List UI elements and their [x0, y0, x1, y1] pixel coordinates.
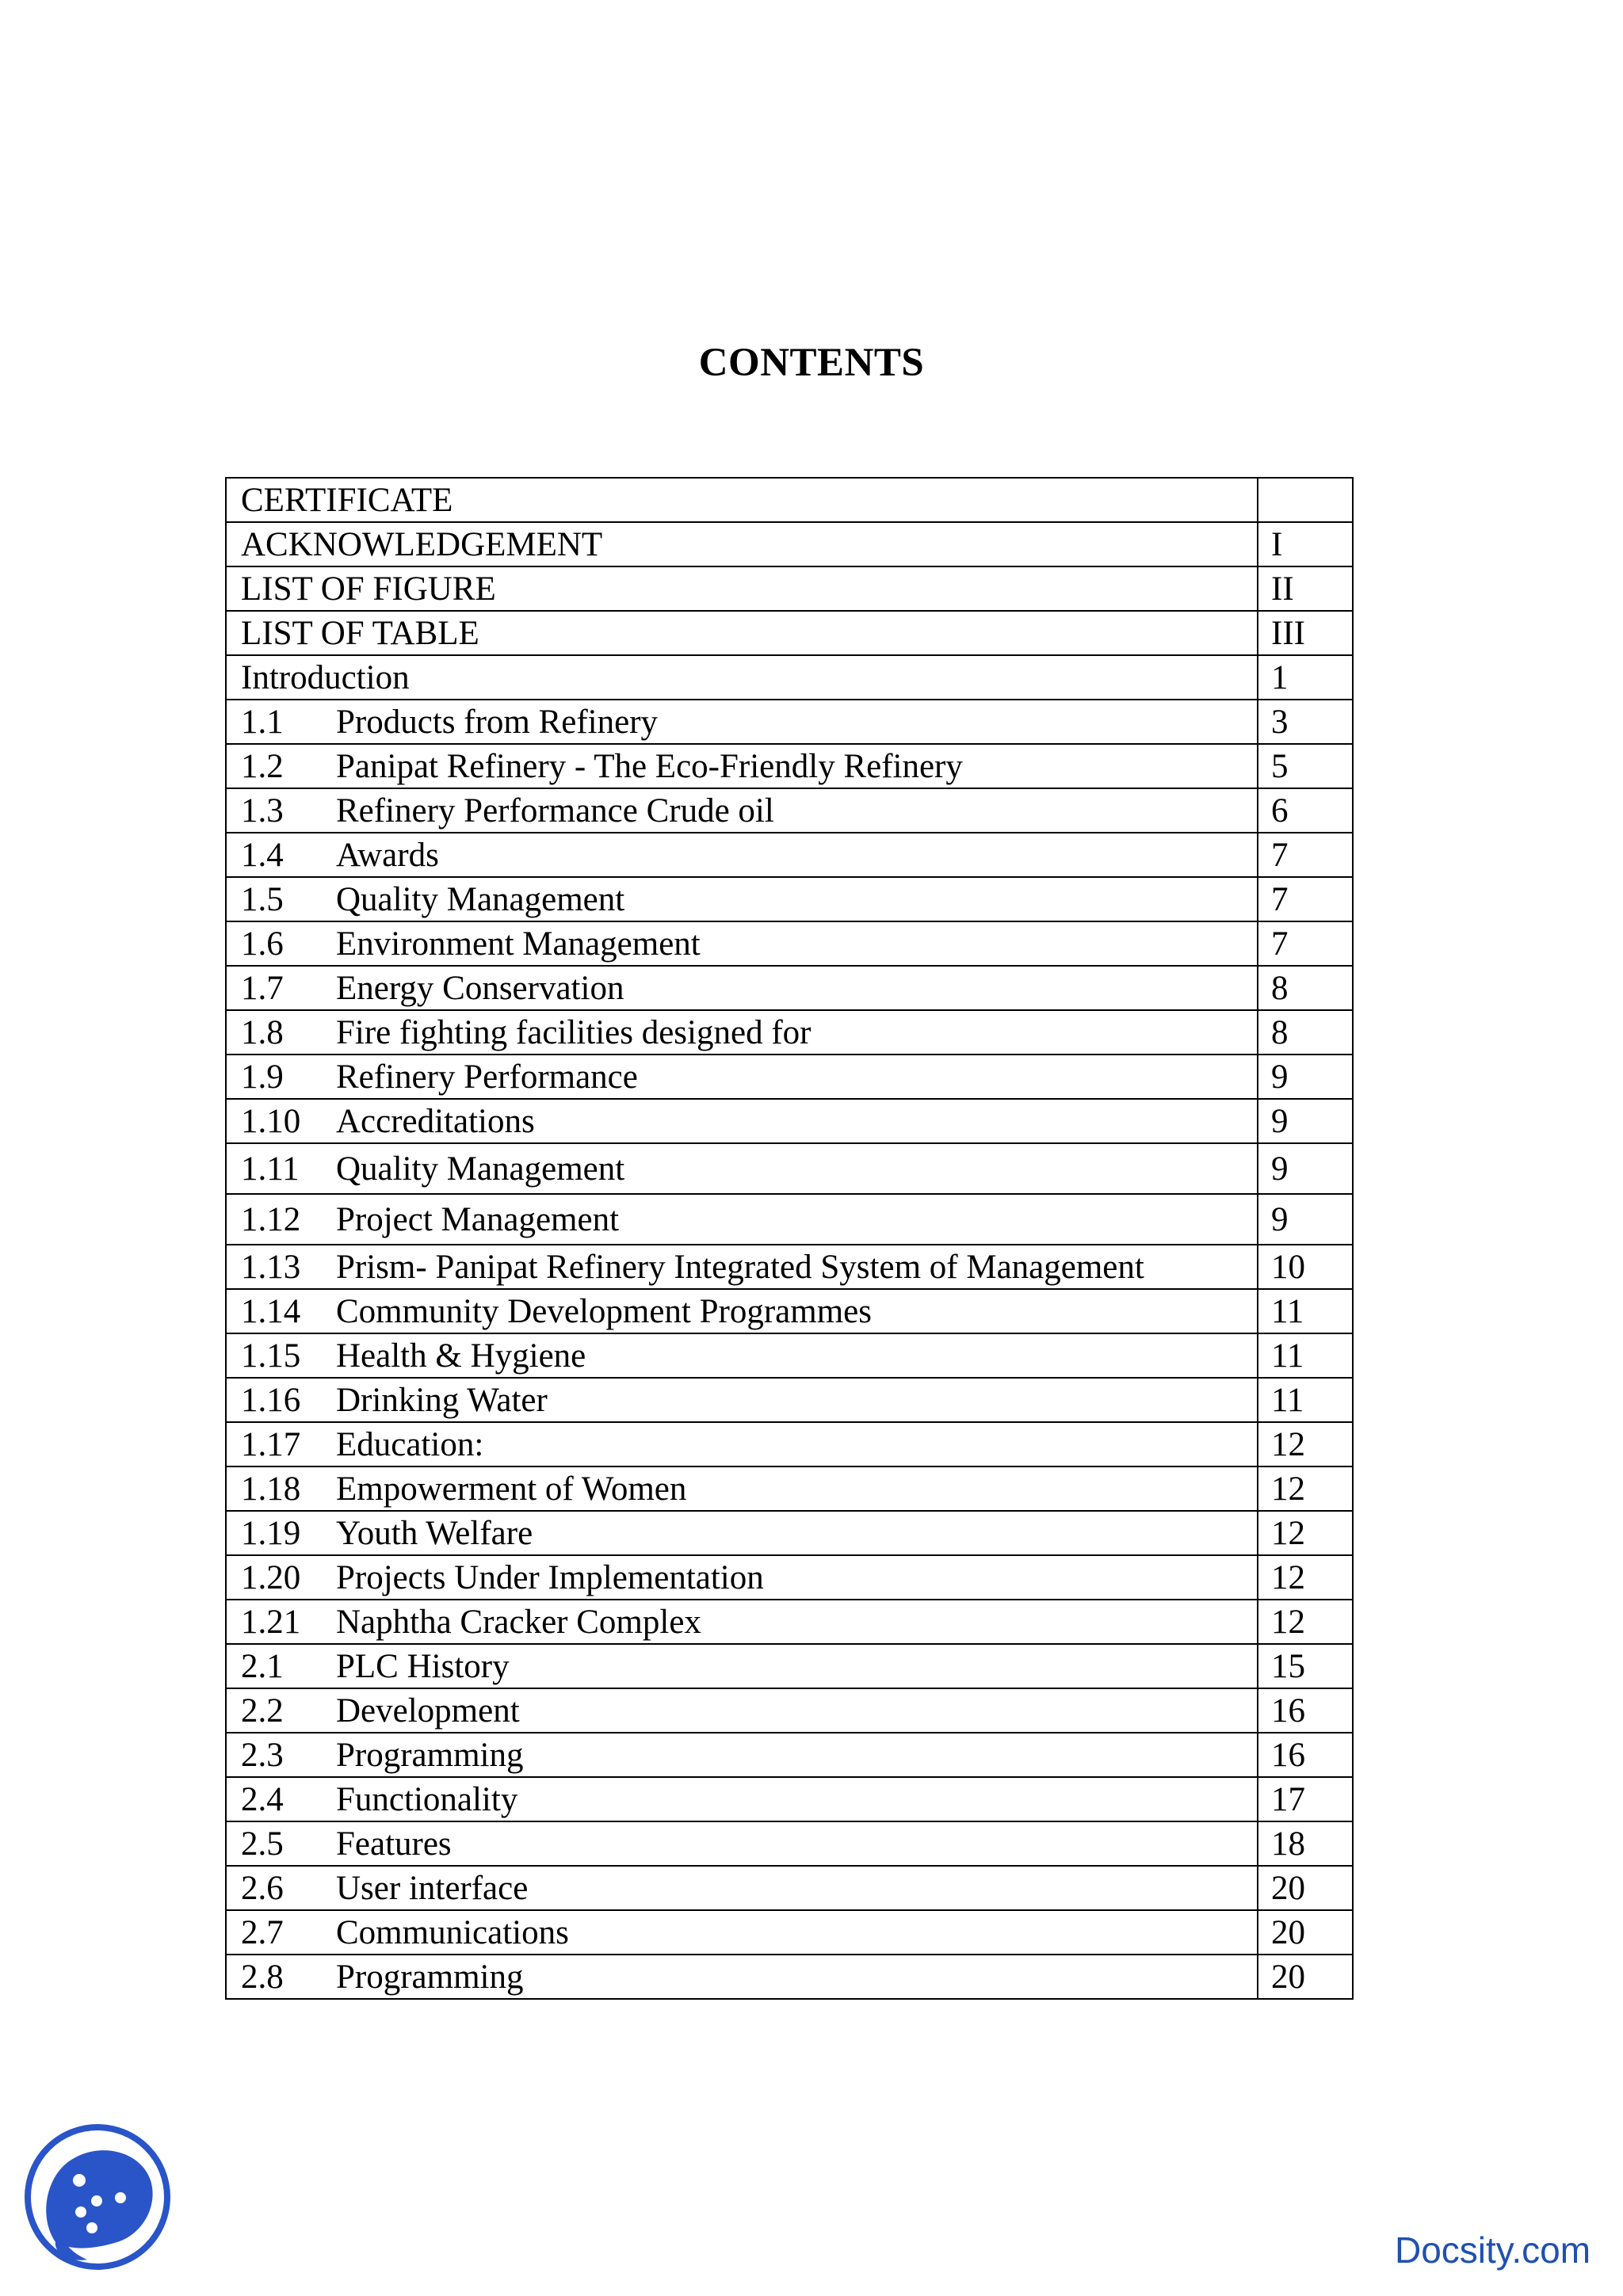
section-number: 2.5 — [241, 1825, 284, 1863]
page-number: 12 — [1258, 1511, 1353, 1555]
table-row — [226, 1777, 1353, 1821]
table-row — [226, 1333, 1353, 1378]
section-title: Energy Conservation — [336, 970, 624, 1007]
page-number — [1258, 478, 1353, 522]
section-title: Panipat Refinery - The Eco-Friendly Refinery — [336, 748, 963, 785]
toc-entry-cell — [226, 1821, 1258, 1866]
page-number: 1 — [1258, 655, 1353, 700]
table-row — [226, 921, 1353, 966]
page-number: 7 — [1258, 921, 1353, 966]
page-number: 20 — [1258, 1955, 1353, 1999]
section-number: 1.11 — [241, 1150, 300, 1188]
section-title: Quality Management — [336, 1150, 625, 1188]
page-number: 9 — [1258, 1055, 1353, 1099]
section-number: 1.3 — [241, 792, 284, 830]
section-title: Fire fighting facilities designed for — [336, 1014, 812, 1051]
section-title: Environment Management — [336, 925, 701, 963]
table-row — [226, 655, 1353, 700]
section-title: PLC History — [336, 1648, 510, 1685]
section-number: 1.10 — [241, 1103, 301, 1140]
page-title: CONTENTS — [698, 341, 925, 385]
section-title: Accreditations — [336, 1103, 535, 1140]
section-number: 2.6 — [241, 1870, 284, 1907]
page-number: 9 — [1258, 1099, 1353, 1143]
table-row — [226, 1600, 1353, 1644]
toc-entry-cell — [226, 1644, 1258, 1688]
section-number: 2.8 — [241, 1958, 284, 1996]
table-row — [226, 1511, 1353, 1555]
section-title: Prism- Panipat Refinery Integrated System of Management — [336, 1249, 1144, 1286]
table-row — [226, 1733, 1353, 1777]
section-number: 1.21 — [241, 1604, 301, 1641]
table-row — [226, 700, 1353, 744]
table-row — [226, 1910, 1353, 1955]
page-number: 6 — [1258, 788, 1353, 833]
table-row — [226, 1055, 1353, 1099]
toc-entry-cell — [226, 1378, 1258, 1422]
table-row — [226, 1099, 1353, 1143]
table-row — [226, 744, 1353, 788]
toc-entry-cell — [226, 1600, 1258, 1644]
toc-entry-cell — [226, 1055, 1258, 1099]
page-number: 9 — [1258, 1143, 1353, 1194]
section-number: 2.7 — [241, 1914, 284, 1951]
page-number: III — [1258, 611, 1353, 655]
section-title: Refinery Performance Crude oil — [336, 792, 774, 830]
section-number: 2.4 — [241, 1781, 284, 1818]
toc-entry-cell — [226, 478, 1258, 522]
section-number: 1.5 — [241, 881, 284, 918]
section-title: LIST OF TABLE — [241, 615, 479, 652]
section-title: User interface — [336, 1870, 529, 1907]
section-number: 2.1 — [241, 1648, 284, 1685]
section-title: LIST OF FIGURE — [241, 570, 496, 608]
toc-entry-cell — [226, 655, 1258, 700]
toc-entry-cell — [226, 1955, 1258, 1999]
page-number: 20 — [1258, 1910, 1353, 1955]
page-number: 16 — [1258, 1733, 1353, 1777]
page-number: 17 — [1258, 1777, 1353, 1821]
table-row — [226, 522, 1353, 566]
section-number: 1.15 — [241, 1337, 301, 1375]
toc-entry-cell — [226, 1245, 1258, 1289]
toc-entry-cell — [226, 1010, 1258, 1055]
contents-table-body — [226, 478, 1353, 1999]
section-title: Programming — [336, 1737, 524, 1774]
page-number: 20 — [1258, 1866, 1353, 1910]
page-number: 9 — [1258, 1194, 1353, 1245]
section-title: Features — [336, 1825, 452, 1863]
page-number: 11 — [1258, 1333, 1353, 1378]
toc-entry-cell — [226, 1422, 1258, 1466]
page-number: 7 — [1258, 833, 1353, 877]
toc-entry-cell — [226, 833, 1258, 877]
table-row — [226, 1866, 1353, 1910]
section-title: Products from Refinery — [336, 704, 659, 741]
page-number: 12 — [1258, 1466, 1353, 1511]
section-title: Programming — [336, 1958, 524, 1996]
table-row — [226, 1378, 1353, 1422]
section-title: Refinery Performance — [336, 1058, 638, 1096]
table-row — [226, 611, 1353, 655]
table-row — [226, 1644, 1353, 1688]
section-number: 1.14 — [241, 1293, 301, 1330]
page-number: 8 — [1258, 966, 1353, 1010]
table-row — [226, 1422, 1353, 1466]
section-title: Functionality — [336, 1781, 518, 1818]
section-title: Development — [336, 1692, 520, 1730]
section-number: 1.8 — [241, 1014, 284, 1051]
section-title: Empowerment of Women — [336, 1470, 687, 1508]
toc-entry-cell — [226, 1511, 1258, 1555]
section-number: 2.3 — [241, 1737, 284, 1774]
docsity-brand-text[interactable]: Docsity.com — [1395, 2229, 1591, 2271]
table-row — [226, 966, 1353, 1010]
section-number: 1.4 — [241, 837, 284, 874]
toc-entry-cell — [226, 966, 1258, 1010]
section-title: Introduction — [241, 659, 410, 696]
table-row — [226, 1821, 1353, 1866]
section-title: Projects Under Implementation — [336, 1559, 764, 1596]
table-row — [226, 1289, 1353, 1333]
section-title: Community Development Programmes — [336, 1293, 872, 1330]
page-number: 5 — [1258, 744, 1353, 788]
page-number: 12 — [1258, 1600, 1353, 1644]
section-number: 1.19 — [241, 1515, 301, 1552]
docsity-logo-icon — [24, 2123, 171, 2271]
table-row — [226, 1143, 1353, 1194]
page-number: 18 — [1258, 1821, 1353, 1866]
toc-entry-cell — [226, 1289, 1258, 1333]
toc-entry-cell — [226, 788, 1258, 833]
section-number: 1.9 — [241, 1058, 284, 1096]
page-number: 15 — [1258, 1644, 1353, 1688]
table-row — [226, 1466, 1353, 1511]
page-number: 11 — [1258, 1378, 1353, 1422]
toc-entry-cell — [226, 1555, 1258, 1600]
section-title: Education: — [336, 1426, 484, 1463]
section-number: 1.7 — [241, 970, 284, 1007]
toc-entry-cell — [226, 611, 1258, 655]
section-title: Youth Welfare — [336, 1515, 533, 1552]
table-row — [226, 1688, 1353, 1733]
section-number: 1.1 — [241, 704, 284, 741]
table-row — [226, 566, 1353, 611]
table-row — [226, 1555, 1353, 1600]
table-row — [226, 788, 1353, 833]
section-number: 1.2 — [241, 748, 284, 785]
toc-entry-cell — [226, 1143, 1258, 1194]
page-number: 12 — [1258, 1555, 1353, 1600]
page-number: 3 — [1258, 700, 1353, 744]
toc-entry-cell — [226, 700, 1258, 744]
table-row — [226, 877, 1353, 921]
toc-entry-cell — [226, 744, 1258, 788]
table-row — [226, 1245, 1353, 1289]
section-title: Health & Hygiene — [336, 1337, 586, 1375]
toc-entry-cell — [226, 1194, 1258, 1245]
toc-entry-cell — [226, 1099, 1258, 1143]
table-row — [226, 1010, 1353, 1055]
section-title: Project Management — [336, 1201, 620, 1238]
section-title: CERTIFICATE — [241, 482, 453, 519]
page-number: 12 — [1258, 1422, 1353, 1466]
toc-entry-cell — [226, 877, 1258, 921]
section-number: 1.17 — [241, 1426, 301, 1463]
toc-entry-cell — [226, 921, 1258, 966]
section-number: 1.12 — [241, 1201, 301, 1238]
toc-entry-cell — [226, 1333, 1258, 1378]
toc-entry-cell — [226, 522, 1258, 566]
section-title: Naphtha Cracker Complex — [336, 1604, 701, 1641]
page-number: 11 — [1258, 1289, 1353, 1333]
table-row — [226, 1194, 1353, 1245]
section-title: Quality Management — [336, 881, 625, 918]
toc-entry-cell — [226, 1866, 1258, 1910]
section-title: Communications — [336, 1914, 569, 1951]
toc-entry-cell — [226, 1910, 1258, 1955]
section-title: Drinking Water — [336, 1382, 548, 1419]
page-number: II — [1258, 566, 1353, 611]
page-number: 16 — [1258, 1688, 1353, 1733]
page-number: 10 — [1258, 1245, 1353, 1289]
page-number: 8 — [1258, 1010, 1353, 1055]
section-title: Awards — [336, 837, 439, 874]
section-number: 1.13 — [241, 1249, 301, 1286]
section-title: ACKNOWLEDGEMENT — [241, 526, 603, 563]
table-row — [226, 1955, 1353, 1999]
section-number: 1.16 — [241, 1382, 301, 1419]
page-number: 7 — [1258, 877, 1353, 921]
contents-table — [225, 477, 1354, 2000]
table-row — [226, 478, 1353, 522]
section-number: 1.6 — [241, 925, 284, 963]
toc-entry-cell — [226, 566, 1258, 611]
section-number: 1.20 — [241, 1559, 301, 1596]
toc-entry-cell — [226, 1777, 1258, 1821]
section-number: 2.2 — [241, 1692, 284, 1730]
table-row — [226, 833, 1353, 877]
toc-entry-cell — [226, 1466, 1258, 1511]
toc-entry-cell — [226, 1688, 1258, 1733]
toc-entry-cell — [226, 1733, 1258, 1777]
page-number: I — [1258, 522, 1353, 566]
section-number: 1.18 — [241, 1470, 301, 1508]
